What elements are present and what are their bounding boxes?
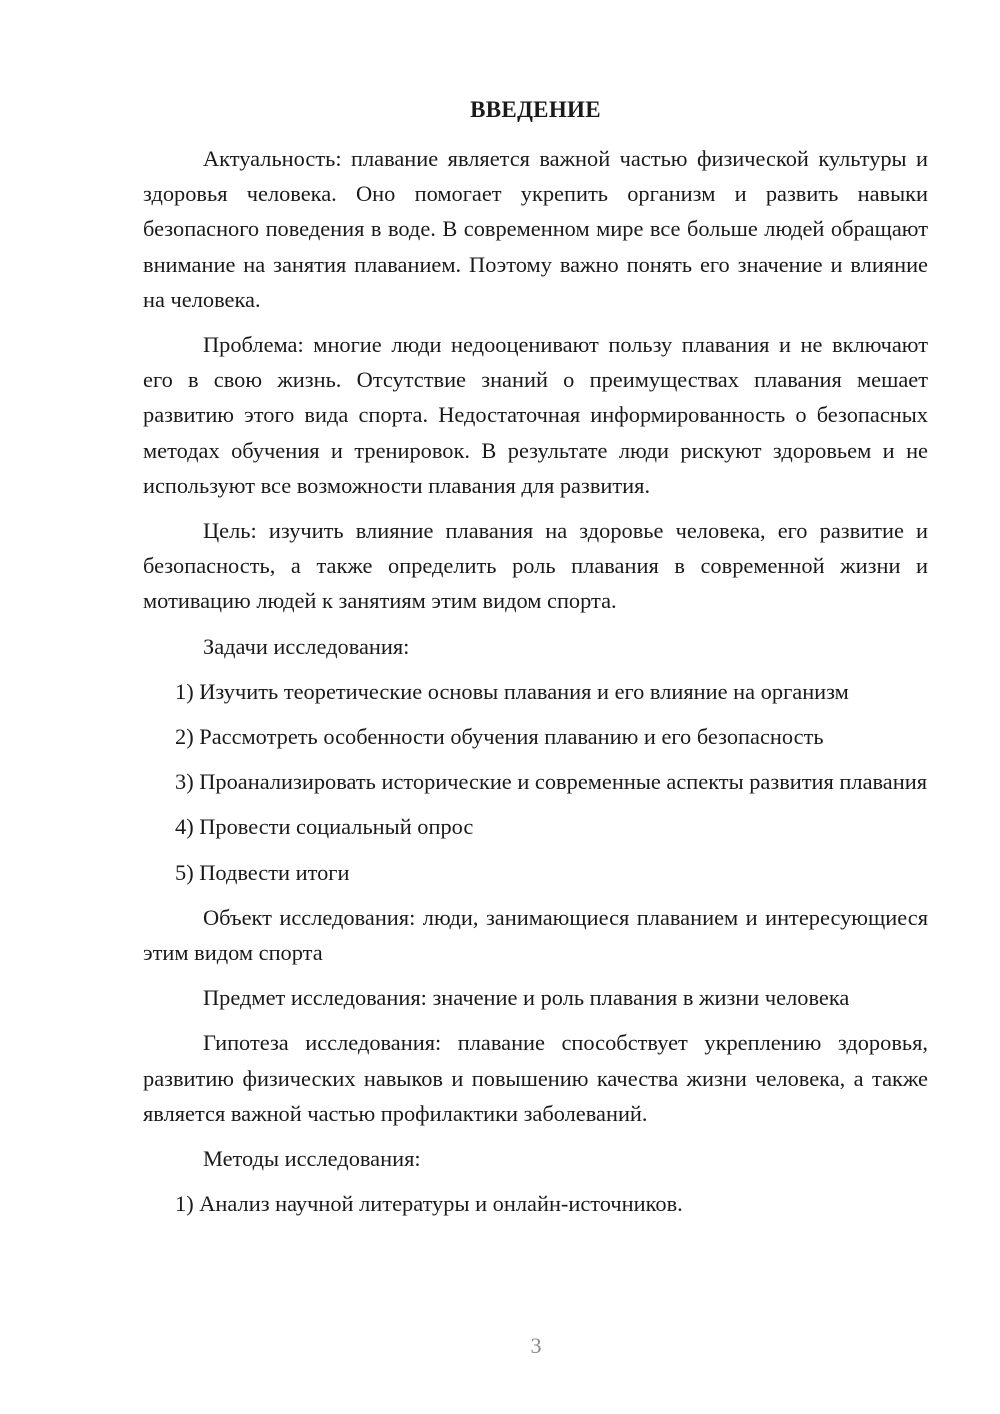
paragraph-object: Объект исследования: люди, занимающиеся плаванием и интересующиеся этим видом спорта — [143, 904, 928, 966]
paragraph-tasks-heading: Задачи исследования: — [203, 633, 410, 659]
task-item: 3) Проанализировать исторические и современные аспекты развития плавания — [175, 769, 927, 795]
page-number: 3 — [530, 1333, 542, 1358]
paragraph-methods-heading: Методы исследования: — [203, 1146, 421, 1172]
task-item: 2) Рассмотреть особенности обучения плаванию и его безопасность — [175, 724, 824, 750]
paragraph-goal: Цель: изучить влияние плавания на здоровье человека, его развитие и безопасность, а также определить роль плавания в современной жизни и мотивацию людей к занятиям этим видом спорта. — [143, 518, 928, 614]
task-item: 4) Провести социальный опрос — [175, 814, 474, 840]
task-item: 1) Изучить теоретические основы плавания и его влияние на организм — [175, 678, 849, 704]
paragraph-relevance: Актуальность: плавание является важной частью физической культуры и здоровья человека. Оно помогает укрепить организм и развить навыки безопасного поведения в воде. В современном мире все больше людей обращают внимание на занятия плаванием. Поэтому важно понять его значение и влияние на человека. — [143, 146, 928, 312]
task-item: 5) Подвести итоги — [175, 859, 350, 885]
paragraph-hypothesis: Гипотеза исследования: плавание способствует укреплению здоровья, развитию физических навыков и повышению качества жизни человека, а также является важной частью профилактики заболеваний. — [143, 1030, 928, 1126]
page-title: ВВЕДЕНИЕ — [470, 97, 601, 122]
method-item: 1) Анализ научной литературы и онлайн-источников. — [175, 1191, 683, 1217]
document-page — [143, 92, 928, 1231]
paragraph-problem: Проблема: многие люди недооценивают пользу плавания и не включают его в свою жизнь. Отсутствие знаний о преимуществах плавания мешает развитию этого вида спорта. Недостаточная информированность о безопасных методах обучения и тренировок. В результате люди рискуют здоровьем и не используют все возможности плавания для развития. — [143, 332, 928, 498]
paragraph-subject: Предмет исследования: значение и роль плавания в жизни человека — [203, 985, 850, 1011]
